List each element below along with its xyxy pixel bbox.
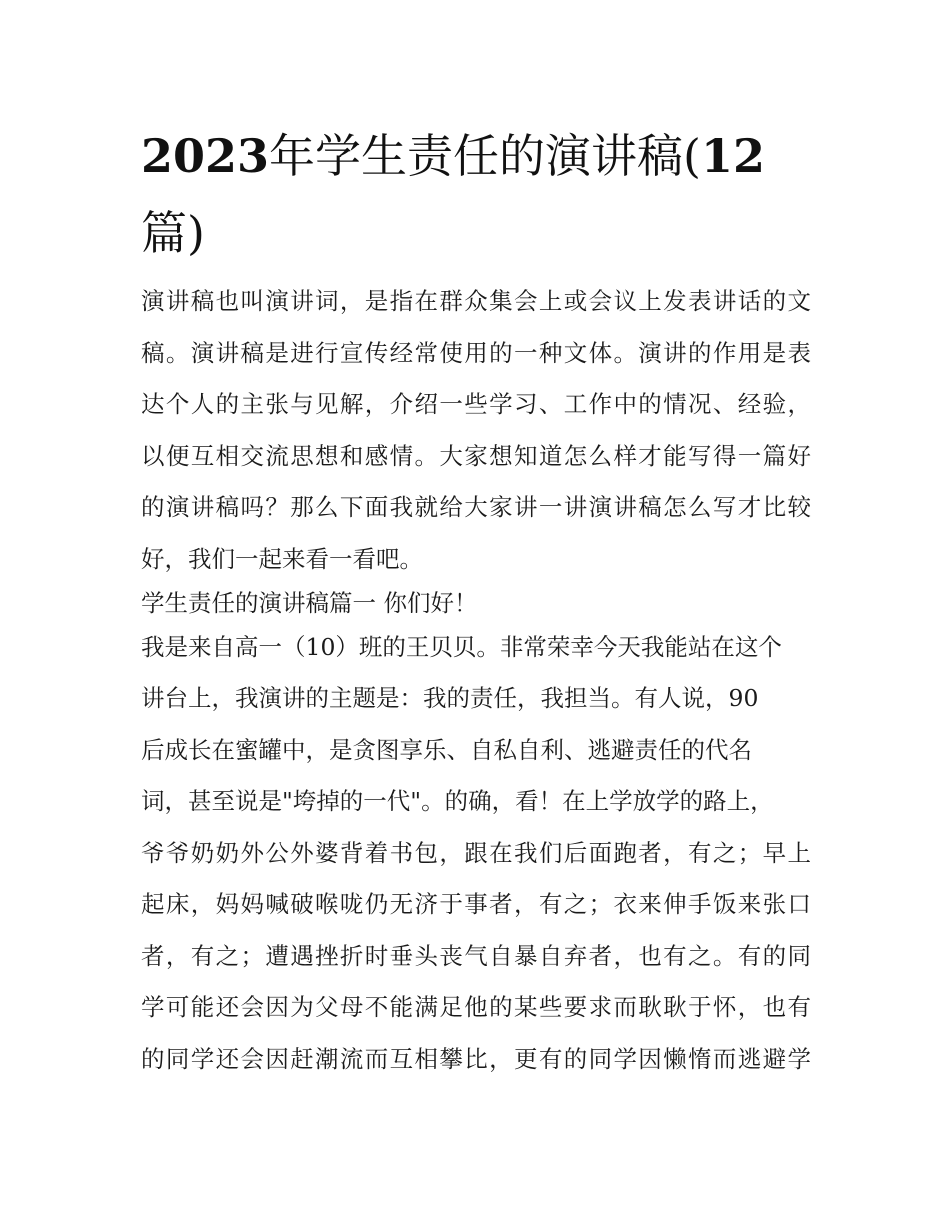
- intro-line: 达个人的主张与见解，介绍一些学习、工作中的情况、经验，: [141, 390, 811, 418]
- intro-line: 好，我们一起来看一看吧。: [141, 544, 423, 573]
- title-line-1-text: 年学生责任的演讲稿(: [269, 129, 701, 183]
- title-line-2: 篇): [141, 206, 205, 260]
- document-body: [141, 279, 811, 1088]
- title-year: 2023: [141, 129, 270, 183]
- body-line: 我是来自高一（10）班的王贝贝。非常荣幸今天我能站在这个: [141, 632, 782, 661]
- body-line: 爷爷奶奶外公外婆背着书包，跟在我们后面跑者，有之；早上: [141, 838, 811, 867]
- body-line: 后成长在蜜罐中，是贪图享乐、自私自利、逃避责任的代名: [141, 735, 752, 764]
- intro-line: 以便互相交流思想和感情。大家想知道怎么样才能写得一篇好: [141, 441, 811, 470]
- title-count: 12: [700, 129, 765, 183]
- title-line-1: [141, 118, 811, 195]
- section-heading: 学生责任的演讲稿篇一 你们好！: [141, 588, 478, 617]
- document-title: [141, 118, 811, 272]
- intro-line: 的演讲稿吗？那么下面我就给大家讲一讲演讲稿怎么写才比较: [141, 493, 811, 521]
- body-line: 者，有之；遭遇挫折时垂头丧气自暴自弃者，也有之。有的同: [141, 941, 811, 970]
- body-line: 的同学还会因赶潮流而互相攀比，更有的同学因懒惰而逃避学: [141, 1044, 811, 1073]
- body-line: 讲台上，我演讲的主题是：我的责任，我担当。有人说，90: [141, 684, 759, 712]
- intro-line: 稿。演讲稿是进行宣传经常使用的一种文体。演讲的作用是表: [141, 338, 811, 367]
- body-line: 词，甚至说是"垮掉的一代"。的确，看！在上学放学的路上，: [141, 787, 774, 815]
- body-line: 学可能还会因为父母不能满足他的某些要求而耿耿于怀，也有: [141, 993, 811, 1021]
- body-line: 起床，妈妈喊破喉咙仍无济于事者，有之；衣来伸手饭来张口: [141, 890, 811, 918]
- intro-line: 演讲稿也叫演讲词，是指在群众集会上或会议上发表讲话的文: [141, 287, 811, 315]
